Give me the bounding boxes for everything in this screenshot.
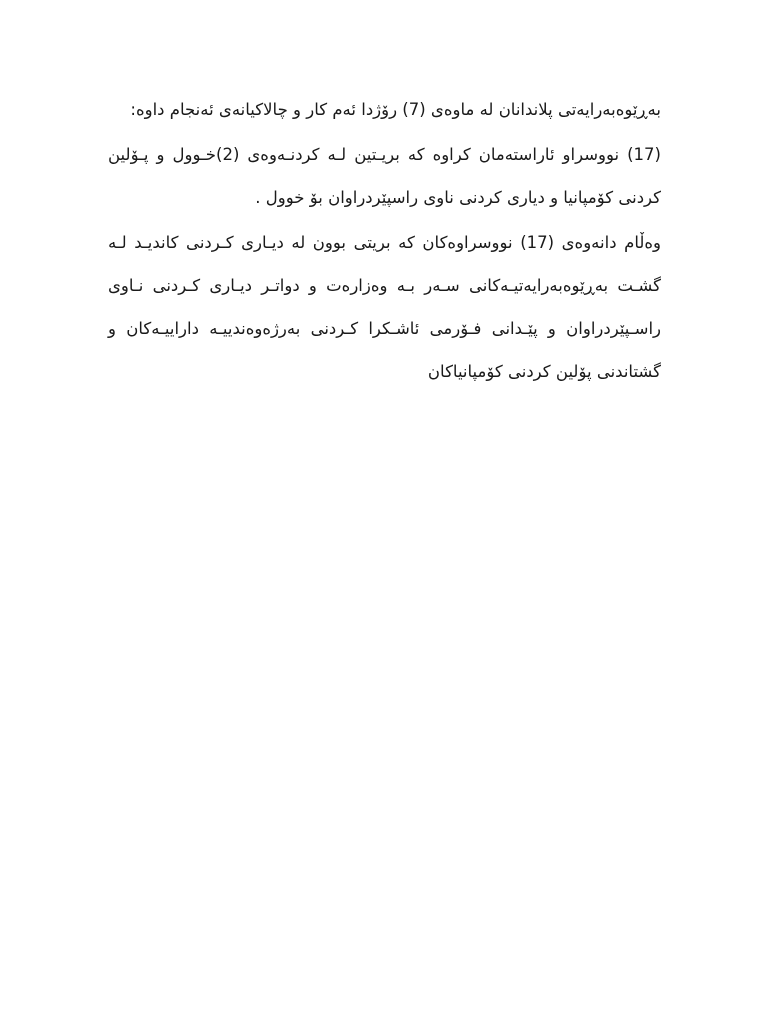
paragraph-planning-activities: بەڕێوەبەرایەتی پلاندانان لە ماوەی (7) رۆژدا ئەم کار و چالاکیانەی ئەنجام داوە: (130, 100, 661, 119)
document-body (108, 88, 661, 393)
paragraph-received-letters: (17) نووسراو ئاراستەمان کراوە کە بریـتین لـە کردنـەوەی (2)خـوول و پـۆلین کردنی کۆمپانیا و دیاری کردنی ناوی راسپێردراوان بۆ خوول . (108, 145, 661, 207)
paragraph-letter-replies: وەڵام دانەوەی (17) نووسراوەکان کە بریتی بوون لە دیـاری کـردنی کاندیـد لـە گشـت بەڕێوەبەرایەتیـەکانی سـەر بـە وەزارەت و دواتـر دیـاری کـردنی نـاوی راسـپێردراوان و پێـدانی فـۆرمی ئاشـکرا کـردنی بەرژەوەندییـە داراییـەکان و گشتاندنی پۆلین کردنی کۆمپانیاکان (108, 233, 661, 381)
